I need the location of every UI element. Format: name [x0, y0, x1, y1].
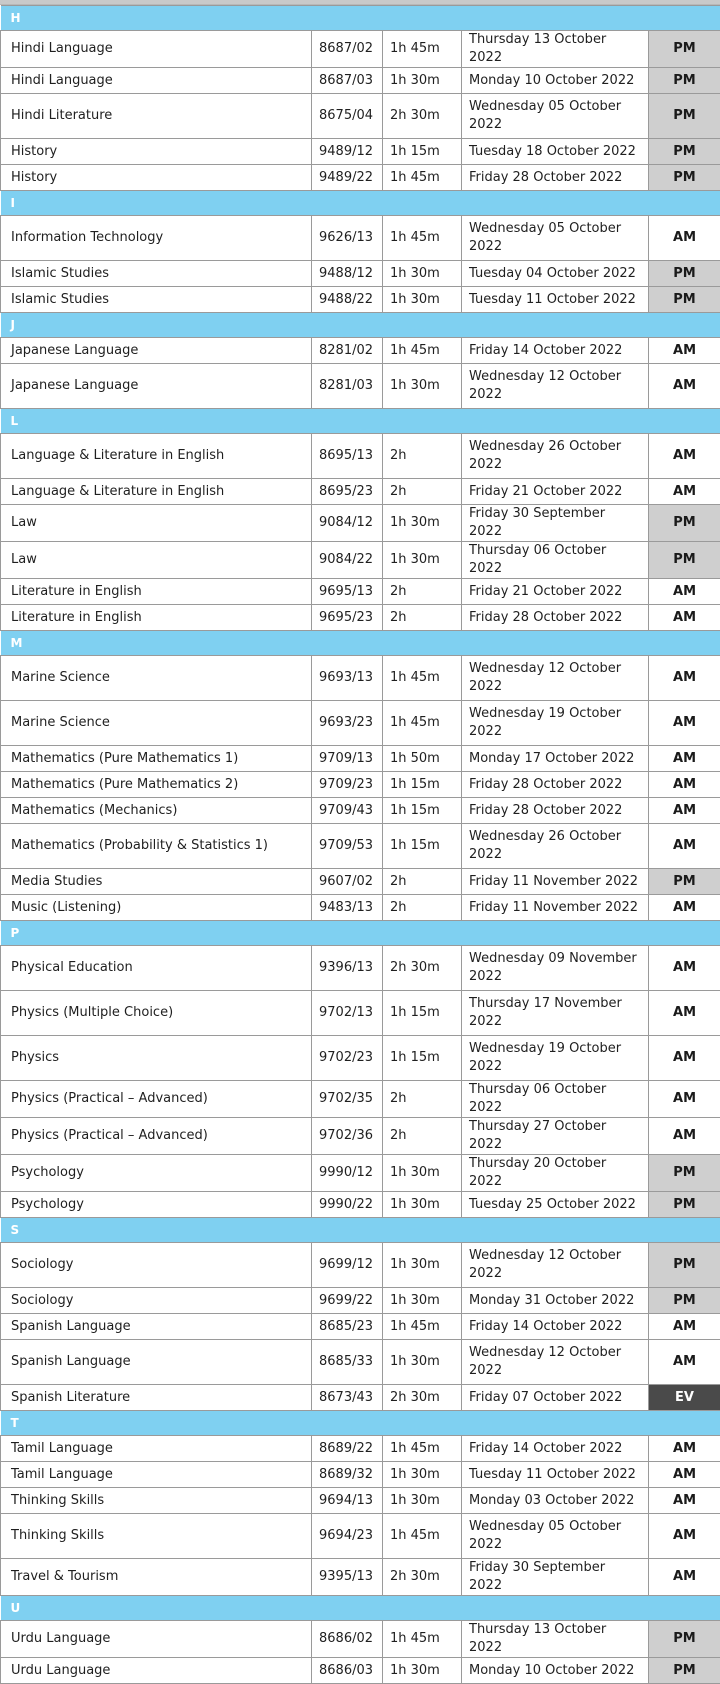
- syllabus-code-cell: 8689/32: [312, 1462, 383, 1488]
- section-letter: T: [1, 1411, 720, 1436]
- exam-date-cell: Wednesday 12 October 2022: [462, 364, 649, 409]
- table-row: [1, 895, 720, 921]
- session-cell: PM: [649, 869, 720, 895]
- session-cell: AM: [649, 746, 720, 772]
- duration-cell: 2h: [383, 869, 462, 895]
- table-row: [1, 1436, 720, 1462]
- table-row: [1, 542, 720, 579]
- duration-cell: 1h 30m: [383, 1462, 462, 1488]
- subject-cell: Tamil Language: [1, 1436, 312, 1462]
- subject-cell: Thinking Skills: [1, 1488, 312, 1514]
- session-cell: AM: [649, 338, 720, 364]
- subject-cell: Literature in English: [1, 579, 312, 605]
- duration-cell: 1h 15m: [383, 772, 462, 798]
- session-cell: PM: [649, 261, 720, 287]
- session-cell: EV: [649, 1385, 720, 1411]
- subject-cell: Islamic Studies: [1, 261, 312, 287]
- table-row: [1, 364, 720, 409]
- table-row: [1, 656, 720, 701]
- table-row: [1, 68, 720, 94]
- session-cell: AM: [649, 1488, 720, 1514]
- section-letter: L: [1, 409, 720, 434]
- syllabus-code-cell: 9702/13: [312, 991, 383, 1036]
- table-row: [1, 1488, 720, 1514]
- session-cell: PM: [649, 31, 720, 68]
- subject-cell: Islamic Studies: [1, 287, 312, 313]
- session-cell: PM: [649, 505, 720, 542]
- subject-cell: Sociology: [1, 1243, 312, 1288]
- table-row: [1, 1658, 720, 1684]
- duration-cell: 2h: [383, 479, 462, 505]
- syllabus-code-cell: 9709/23: [312, 772, 383, 798]
- syllabus-code-cell: 9695/13: [312, 579, 383, 605]
- table-row: [1, 579, 720, 605]
- session-cell: PM: [649, 1288, 720, 1314]
- table-row: [1, 1314, 720, 1340]
- syllabus-code-cell: 8695/13: [312, 434, 383, 479]
- syllabus-code-cell: 9709/43: [312, 798, 383, 824]
- exam-date-cell: Monday 10 October 2022: [462, 68, 649, 94]
- exam-date-cell: Tuesday 25 October 2022: [462, 1192, 649, 1218]
- duration-cell: 2h 30m: [383, 946, 462, 991]
- table-row: [1, 1288, 720, 1314]
- session-cell: AM: [649, 1081, 720, 1118]
- exam-date-cell: Friday 21 October 2022: [462, 579, 649, 605]
- session-cell: AM: [649, 1314, 720, 1340]
- session-cell: PM: [649, 165, 720, 191]
- session-cell: PM: [649, 68, 720, 94]
- subject-cell: Physical Education: [1, 946, 312, 991]
- duration-cell: 1h 30m: [383, 68, 462, 94]
- subject-cell: Hindi Language: [1, 31, 312, 68]
- duration-cell: 1h 30m: [383, 1488, 462, 1514]
- table-row: [1, 1462, 720, 1488]
- syllabus-code-cell: 9699/22: [312, 1288, 383, 1314]
- exam-date-cell: Friday 30 September 2022: [462, 1559, 649, 1596]
- syllabus-code-cell: 9694/23: [312, 1514, 383, 1559]
- exam-date-cell: Monday 31 October 2022: [462, 1288, 649, 1314]
- duration-cell: 2h: [383, 1081, 462, 1118]
- syllabus-code-cell: 9990/22: [312, 1192, 383, 1218]
- syllabus-code-cell: 9693/23: [312, 701, 383, 746]
- subject-cell: Thinking Skills: [1, 1514, 312, 1559]
- subject-cell: Spanish Language: [1, 1340, 312, 1385]
- subject-cell: Urdu Language: [1, 1621, 312, 1658]
- table-row: [1, 1036, 720, 1081]
- section-letter: H: [1, 6, 720, 31]
- exam-date-cell: Friday 30 September 2022: [462, 505, 649, 542]
- section-letter: S: [1, 1218, 720, 1243]
- duration-cell: 2h: [383, 605, 462, 631]
- subject-cell: Law: [1, 542, 312, 579]
- syllabus-code-cell: 9396/13: [312, 946, 383, 991]
- syllabus-code-cell: 8687/03: [312, 68, 383, 94]
- duration-cell: 2h 30m: [383, 1559, 462, 1596]
- session-cell: AM: [649, 605, 720, 631]
- subject-cell: Mathematics (Mechanics): [1, 798, 312, 824]
- subject-cell: Tamil Language: [1, 1462, 312, 1488]
- session-cell: AM: [649, 1340, 720, 1385]
- session-cell: AM: [649, 946, 720, 991]
- duration-cell: 1h 30m: [383, 287, 462, 313]
- session-cell: AM: [649, 991, 720, 1036]
- syllabus-code-cell: 9709/53: [312, 824, 383, 869]
- subject-cell: Psychology: [1, 1192, 312, 1218]
- session-cell: PM: [649, 1621, 720, 1658]
- section-header-row: [1, 191, 720, 216]
- subject-cell: Law: [1, 505, 312, 542]
- table-row: [1, 479, 720, 505]
- table-row: [1, 798, 720, 824]
- duration-cell: 1h 30m: [383, 1340, 462, 1385]
- duration-cell: 1h 45m: [383, 701, 462, 746]
- session-cell: PM: [649, 1243, 720, 1288]
- duration-cell: 1h 15m: [383, 1036, 462, 1081]
- syllabus-code-cell: 8281/02: [312, 338, 383, 364]
- session-cell: PM: [649, 1155, 720, 1192]
- table-row: [1, 434, 720, 479]
- table-row: [1, 1385, 720, 1411]
- duration-cell: 1h 45m: [383, 1314, 462, 1340]
- syllabus-code-cell: 9709/13: [312, 746, 383, 772]
- section-header-row: [1, 1411, 720, 1436]
- exam-date-cell: Wednesday 12 October 2022: [462, 1243, 649, 1288]
- session-cell: AM: [649, 1036, 720, 1081]
- duration-cell: 2h 30m: [383, 1385, 462, 1411]
- exam-date-cell: Tuesday 18 October 2022: [462, 139, 649, 165]
- duration-cell: 1h 50m: [383, 746, 462, 772]
- section-header-row: [1, 921, 720, 946]
- session-cell: AM: [649, 1436, 720, 1462]
- syllabus-code-cell: 9626/13: [312, 216, 383, 261]
- section-header-row: [1, 313, 720, 338]
- syllabus-code-cell: 9702/36: [312, 1118, 383, 1155]
- table-row: [1, 701, 720, 746]
- duration-cell: 1h 45m: [383, 31, 462, 68]
- table-row: [1, 338, 720, 364]
- duration-cell: 1h 30m: [383, 1155, 462, 1192]
- session-cell: AM: [649, 824, 720, 869]
- duration-cell: 1h 15m: [383, 139, 462, 165]
- exam-date-cell: Friday 28 October 2022: [462, 165, 649, 191]
- exam-date-cell: Wednesday 12 October 2022: [462, 656, 649, 701]
- subject-cell: History: [1, 165, 312, 191]
- session-cell: PM: [649, 1658, 720, 1684]
- table-row: [1, 261, 720, 287]
- section-letter: U: [1, 1596, 720, 1621]
- exam-date-cell: Friday 28 October 2022: [462, 605, 649, 631]
- duration-cell: 1h 45m: [383, 338, 462, 364]
- subject-cell: Spanish Language: [1, 1314, 312, 1340]
- duration-cell: 1h 45m: [383, 216, 462, 261]
- session-cell: AM: [649, 579, 720, 605]
- subject-cell: Mathematics (Probability & Statistics 1): [1, 824, 312, 869]
- section-letter: I: [1, 191, 720, 216]
- syllabus-code-cell: 9395/13: [312, 1559, 383, 1596]
- table-row: [1, 746, 720, 772]
- duration-cell: 1h 15m: [383, 991, 462, 1036]
- syllabus-code-cell: 9607/02: [312, 869, 383, 895]
- subject-cell: Language & Literature in English: [1, 434, 312, 479]
- table-row: [1, 991, 720, 1036]
- table-row: [1, 946, 720, 991]
- timetable-table: [0, 5, 720, 1684]
- exam-date-cell: Wednesday 26 October 2022: [462, 434, 649, 479]
- table-row: [1, 216, 720, 261]
- duration-cell: 1h 45m: [383, 1621, 462, 1658]
- subject-cell: Mathematics (Pure Mathematics 1): [1, 746, 312, 772]
- table-row: [1, 505, 720, 542]
- syllabus-code-cell: 9702/35: [312, 1081, 383, 1118]
- section-header-row: [1, 6, 720, 31]
- duration-cell: 1h 30m: [383, 505, 462, 542]
- subject-cell: Travel & Tourism: [1, 1559, 312, 1596]
- subject-cell: Sociology: [1, 1288, 312, 1314]
- subject-cell: Language & Literature in English: [1, 479, 312, 505]
- syllabus-code-cell: 8686/03: [312, 1658, 383, 1684]
- subject-cell: Information Technology: [1, 216, 312, 261]
- table-row: [1, 772, 720, 798]
- session-cell: AM: [649, 434, 720, 479]
- subject-cell: Marine Science: [1, 656, 312, 701]
- exam-date-cell: Tuesday 11 October 2022: [462, 287, 649, 313]
- table-row: [1, 869, 720, 895]
- exam-date-cell: Monday 03 October 2022: [462, 1488, 649, 1514]
- session-cell: AM: [649, 1462, 720, 1488]
- exam-date-cell: Thursday 06 October 2022: [462, 1081, 649, 1118]
- syllabus-code-cell: 8689/22: [312, 1436, 383, 1462]
- duration-cell: 1h 30m: [383, 1192, 462, 1218]
- duration-cell: 1h 45m: [383, 1436, 462, 1462]
- duration-cell: 1h 15m: [383, 798, 462, 824]
- duration-cell: 2h: [383, 1118, 462, 1155]
- session-cell: PM: [649, 1192, 720, 1218]
- subject-cell: Hindi Language: [1, 68, 312, 94]
- exam-date-cell: Friday 14 October 2022: [462, 338, 649, 364]
- subject-cell: Japanese Language: [1, 338, 312, 364]
- session-cell: AM: [649, 895, 720, 921]
- subject-cell: Physics: [1, 1036, 312, 1081]
- subject-cell: Hindi Literature: [1, 94, 312, 139]
- table-row: [1, 1621, 720, 1658]
- exam-date-cell: Thursday 20 October 2022: [462, 1155, 649, 1192]
- table-row: [1, 31, 720, 68]
- exam-date-cell: Friday 21 October 2022: [462, 479, 649, 505]
- syllabus-code-cell: 9695/23: [312, 605, 383, 631]
- syllabus-code-cell: 9483/13: [312, 895, 383, 921]
- subject-cell: Japanese Language: [1, 364, 312, 409]
- session-cell: AM: [649, 364, 720, 409]
- duration-cell: 1h 30m: [383, 261, 462, 287]
- section-letter: P: [1, 921, 720, 946]
- duration-cell: 1h 45m: [383, 656, 462, 701]
- subject-cell: Mathematics (Pure Mathematics 2): [1, 772, 312, 798]
- session-cell: AM: [649, 1118, 720, 1155]
- syllabus-code-cell: 9488/12: [312, 261, 383, 287]
- section-header-row: [1, 1218, 720, 1243]
- duration-cell: 1h 30m: [383, 364, 462, 409]
- exam-date-cell: Friday 28 October 2022: [462, 798, 649, 824]
- exam-date-cell: Monday 17 October 2022: [462, 746, 649, 772]
- duration-cell: 2h 30m: [383, 94, 462, 139]
- syllabus-code-cell: 9489/12: [312, 139, 383, 165]
- session-cell: PM: [649, 139, 720, 165]
- subject-cell: Marine Science: [1, 701, 312, 746]
- exam-date-cell: Wednesday 05 October 2022: [462, 216, 649, 261]
- syllabus-code-cell: 8685/23: [312, 1314, 383, 1340]
- session-cell: PM: [649, 94, 720, 139]
- section-header-row: [1, 1596, 720, 1621]
- syllabus-code-cell: 9693/13: [312, 656, 383, 701]
- timetable-body: [1, 6, 720, 1684]
- duration-cell: 1h 30m: [383, 1658, 462, 1684]
- exam-date-cell: Monday 10 October 2022: [462, 1658, 649, 1684]
- exam-date-cell: Friday 11 November 2022: [462, 895, 649, 921]
- session-cell: AM: [649, 798, 720, 824]
- syllabus-code-cell: 8281/03: [312, 364, 383, 409]
- table-row: [1, 1514, 720, 1559]
- duration-cell: 1h 30m: [383, 1243, 462, 1288]
- exam-date-cell: Friday 14 October 2022: [462, 1314, 649, 1340]
- syllabus-code-cell: 9702/23: [312, 1036, 383, 1081]
- exam-date-cell: Friday 11 November 2022: [462, 869, 649, 895]
- exam-date-cell: Friday 07 October 2022: [462, 1385, 649, 1411]
- session-cell: AM: [649, 701, 720, 746]
- table-row: [1, 1340, 720, 1385]
- table-row: [1, 605, 720, 631]
- subject-cell: Physics (Practical – Advanced): [1, 1118, 312, 1155]
- duration-cell: 1h 30m: [383, 1288, 462, 1314]
- exam-date-cell: Wednesday 05 October 2022: [462, 94, 649, 139]
- exam-date-cell: Tuesday 04 October 2022: [462, 261, 649, 287]
- section-header-row: [1, 409, 720, 434]
- duration-cell: 2h: [383, 579, 462, 605]
- table-row: [1, 1081, 720, 1118]
- session-cell: AM: [649, 656, 720, 701]
- session-cell: PM: [649, 542, 720, 579]
- exam-date-cell: Thursday 27 October 2022: [462, 1118, 649, 1155]
- session-cell: AM: [649, 216, 720, 261]
- exam-date-cell: Thursday 13 October 2022: [462, 1621, 649, 1658]
- subject-cell: Psychology: [1, 1155, 312, 1192]
- section-letter: J: [1, 313, 720, 338]
- duration-cell: 1h 45m: [383, 165, 462, 191]
- exam-date-cell: Thursday 13 October 2022: [462, 31, 649, 68]
- duration-cell: 1h 30m: [383, 542, 462, 579]
- exam-date-cell: Wednesday 19 October 2022: [462, 701, 649, 746]
- exam-date-cell: Wednesday 09 November 2022: [462, 946, 649, 991]
- syllabus-code-cell: 9489/22: [312, 165, 383, 191]
- table-row: [1, 165, 720, 191]
- syllabus-code-cell: 9694/13: [312, 1488, 383, 1514]
- section-header-row: [1, 631, 720, 656]
- table-row: [1, 94, 720, 139]
- subject-cell: Physics (Practical – Advanced): [1, 1081, 312, 1118]
- exam-date-cell: Wednesday 12 October 2022: [462, 1340, 649, 1385]
- session-cell: PM: [649, 287, 720, 313]
- syllabus-code-cell: 8675/04: [312, 94, 383, 139]
- table-row: [1, 1118, 720, 1155]
- duration-cell: 1h 15m: [383, 824, 462, 869]
- syllabus-code-cell: 8695/23: [312, 479, 383, 505]
- syllabus-code-cell: 8685/33: [312, 1340, 383, 1385]
- duration-cell: 2h: [383, 434, 462, 479]
- subject-cell: Physics (Multiple Choice): [1, 991, 312, 1036]
- subject-cell: Spanish Literature: [1, 1385, 312, 1411]
- table-row: [1, 824, 720, 869]
- syllabus-code-cell: 9699/12: [312, 1243, 383, 1288]
- table-row: [1, 1192, 720, 1218]
- session-cell: AM: [649, 1514, 720, 1559]
- session-cell: AM: [649, 1559, 720, 1596]
- session-cell: AM: [649, 772, 720, 798]
- subject-cell: Media Studies: [1, 869, 312, 895]
- subject-cell: Music (Listening): [1, 895, 312, 921]
- subject-cell: Urdu Language: [1, 1658, 312, 1684]
- table-row: [1, 1559, 720, 1596]
- syllabus-code-cell: 9990/12: [312, 1155, 383, 1192]
- table-row: [1, 1155, 720, 1192]
- exam-date-cell: Friday 14 October 2022: [462, 1436, 649, 1462]
- exam-date-cell: Wednesday 19 October 2022: [462, 1036, 649, 1081]
- exam-date-cell: Thursday 06 October 2022: [462, 542, 649, 579]
- syllabus-code-cell: 8673/43: [312, 1385, 383, 1411]
- table-row: [1, 139, 720, 165]
- exam-date-cell: Tuesday 11 October 2022: [462, 1462, 649, 1488]
- subject-cell: History: [1, 139, 312, 165]
- subject-cell: Literature in English: [1, 605, 312, 631]
- syllabus-code-cell: 8686/02: [312, 1621, 383, 1658]
- exam-date-cell: Wednesday 26 October 2022: [462, 824, 649, 869]
- duration-cell: 2h: [383, 895, 462, 921]
- syllabus-code-cell: 9488/22: [312, 287, 383, 313]
- section-letter: M: [1, 631, 720, 656]
- session-cell: AM: [649, 479, 720, 505]
- exam-date-cell: Thursday 17 November 2022: [462, 991, 649, 1036]
- exam-date-cell: Wednesday 05 October 2022: [462, 1514, 649, 1559]
- syllabus-code-cell: 9084/12: [312, 505, 383, 542]
- duration-cell: 1h 45m: [383, 1514, 462, 1559]
- table-row: [1, 287, 720, 313]
- exam-date-cell: Friday 28 October 2022: [462, 772, 649, 798]
- table-row: [1, 1243, 720, 1288]
- syllabus-code-cell: 8687/02: [312, 31, 383, 68]
- syllabus-code-cell: 9084/22: [312, 542, 383, 579]
